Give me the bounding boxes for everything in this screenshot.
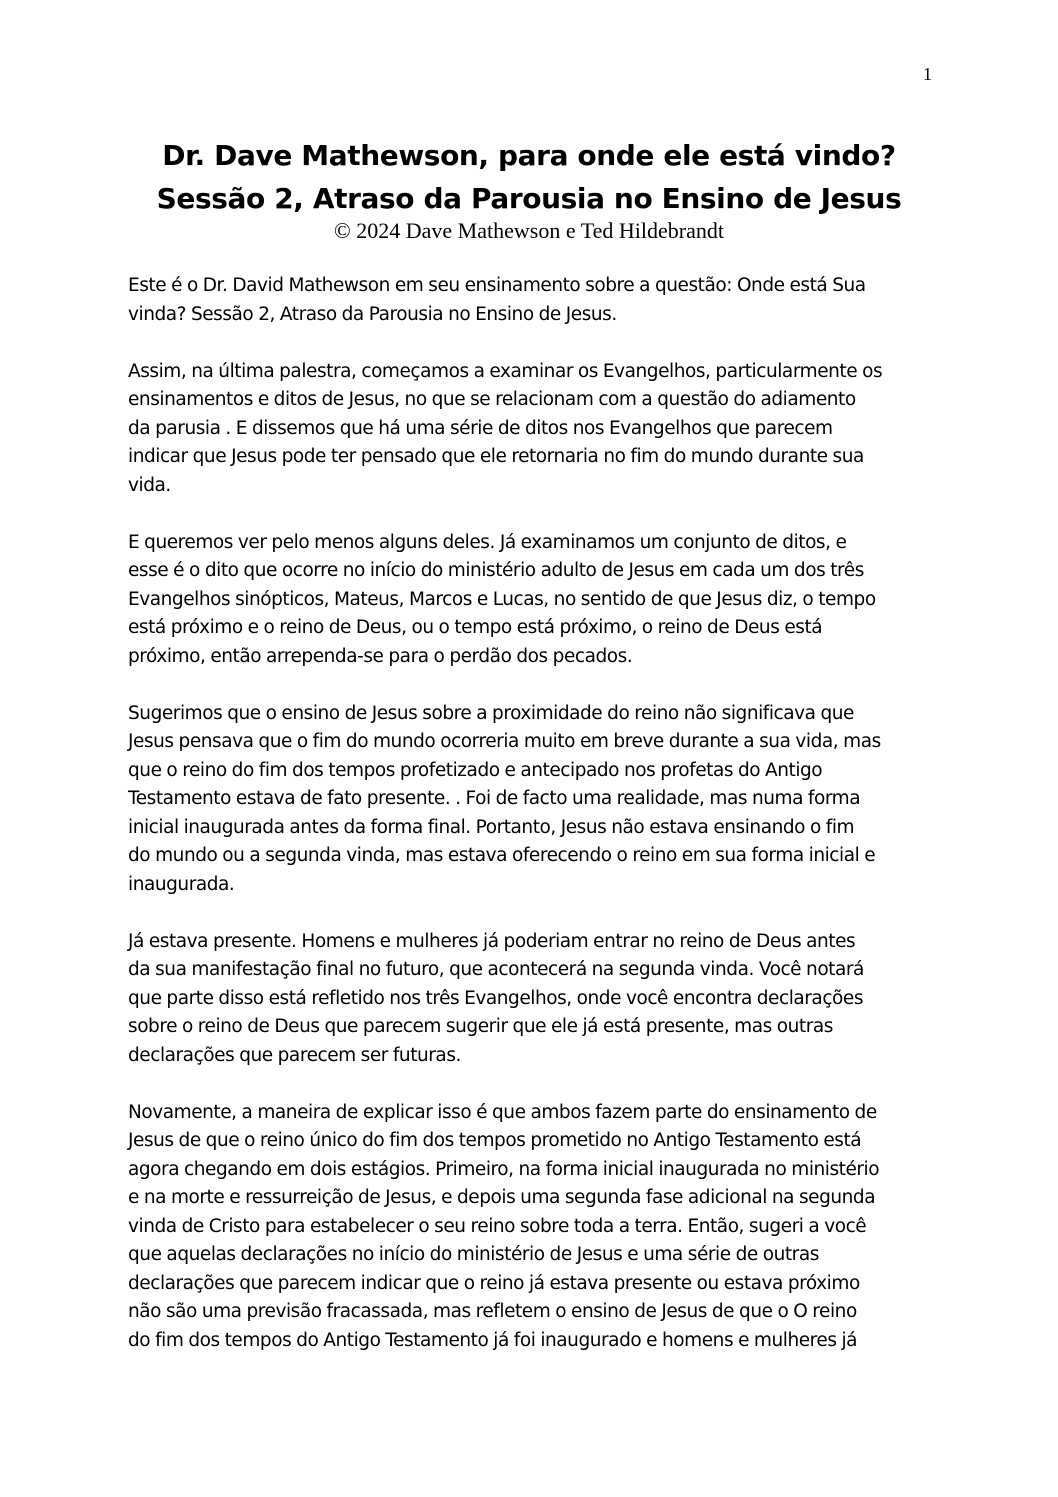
text-line: que aquelas declarações no início do ministério de Jesus e uma série de outras [128, 1244, 819, 1265]
text-line: que parte disso está refletido nos três Evangelhos, onde você encontra declarações [128, 987, 864, 1009]
text-line: Sugerimos que o ensino de Jesus sobre a proximidade do reino não significava que [128, 702, 854, 724]
paragraph [128, 700, 933, 900]
paragraph [128, 928, 933, 1071]
paragraph [128, 272, 933, 329]
text-line: Jesus pensava que o fim do mundo ocorreria muito em breve durante a sua vida, mas [128, 731, 881, 752]
title-block [100, 134, 958, 245]
text-line: agora chegando em dois estágios. Primeiro, na forma inicial inaugurada no ministério [128, 1158, 880, 1180]
body-text [128, 272, 933, 1384]
text-line: próximo, então arrependa-se para o perdão dos pecados. [128, 645, 633, 667]
text-line: inicial inaugurada antes da forma final. Portanto, Jesus não estava ensinando o fim [128, 816, 855, 838]
text-line: do fim dos tempos do Antigo Testamento já foi inaugurado e homens e mulheres já [128, 1329, 858, 1351]
text-line: Já estava presente. Homens e mulheres já poderiam entrar no reino de Deus antes [128, 930, 856, 952]
text-line: está próximo e o reino de Deus, ou o tempo está próximo, o reino de Deus está [128, 617, 823, 638]
text-line: que o reino do fim dos tempos profetizado e antecipado nos profetas do Antigo [128, 759, 823, 781]
page-number: 1 [923, 64, 932, 84]
text-line: da parusia . E dissemos que há uma série de ditos nos Evangelhos que parecem [128, 417, 833, 439]
paragraph [128, 358, 933, 501]
title-line: Sessão 2, Atraso da Parousia no Ensino de Jesus [156, 182, 902, 215]
text-line: Evangelhos sinópticos, Mateus, Marcos e Lucas, no sentido de que Jesus diz, o tempo [128, 588, 876, 610]
text-line: Este é o Dr. David Mathewson em seu ensinamento sobre a questão: Onde está Sua [128, 275, 866, 296]
text-line: indicar que Jesus pode ter pensado que ele retornaria no fim do mundo durante sua [128, 446, 864, 467]
text-line: vinda? Sessão 2, Atraso da Parousia no Ensino de Jesus. [128, 303, 617, 325]
text-line: não são uma previsão fracassada, mas refletem o ensino de Jesus de que o O reino [128, 1301, 857, 1322]
text-line: e na morte e ressurreição de Jesus, e depois uma segunda fase adicional na segunda [128, 1187, 876, 1208]
text-line: E queremos ver pelo menos alguns deles. Já examinamos um conjunto de ditos, e [128, 531, 847, 553]
text-line: declarações que parecem ser futuras. [128, 1044, 461, 1066]
text-line: Testamento estava de fato presente. . Foi de facto uma realidade, mas numa forma [128, 788, 861, 809]
copyright-line: © 2024 Dave Mathewson e Ted Hildebrandt [334, 218, 724, 243]
text-line: da sua manifestação final no futuro, que acontecerá na segunda vinda. Você notará [128, 959, 864, 980]
text-line: inaugurada. [128, 873, 235, 895]
text-line: vida. [128, 474, 171, 496]
text-line: vinda de Cristo para estabelecer o seu reino sobre toda a terra. Então, sugeri a você [128, 1215, 867, 1237]
paragraph [128, 1099, 933, 1356]
paragraph [128, 529, 933, 672]
title-line: Dr. Dave Mathewson, para onde ele está vindo? [162, 139, 896, 172]
text-line: do mundo ou a segunda vinda, mas estava oferecendo o reino em sua forma inicial e [128, 845, 876, 866]
text-line: Novamente, a maneira de explicar isso é que ambos fazem parte do ensinamento de [128, 1101, 877, 1123]
text-line: Jesus de que o reino único do fim dos tempos prometido no Antigo Testamento está [128, 1130, 862, 1151]
text-line: sobre o reino de Deus que parecem sugerir que ele já está presente, mas outras [128, 1016, 833, 1037]
text-line: ensinamentos e ditos de Jesus, no que se relacionam com a questão do adiamento [128, 389, 856, 410]
text-line: esse é o dito que ocorre no início do ministério adulto de Jesus em cada um dos três [128, 560, 864, 581]
text-line: declarações que parecem indicar que o reino já estava presente ou estava próximo [128, 1272, 860, 1294]
text-line: Assim, na última palestra, começamos a examinar os Evangelhos, particularmente os [128, 360, 883, 382]
